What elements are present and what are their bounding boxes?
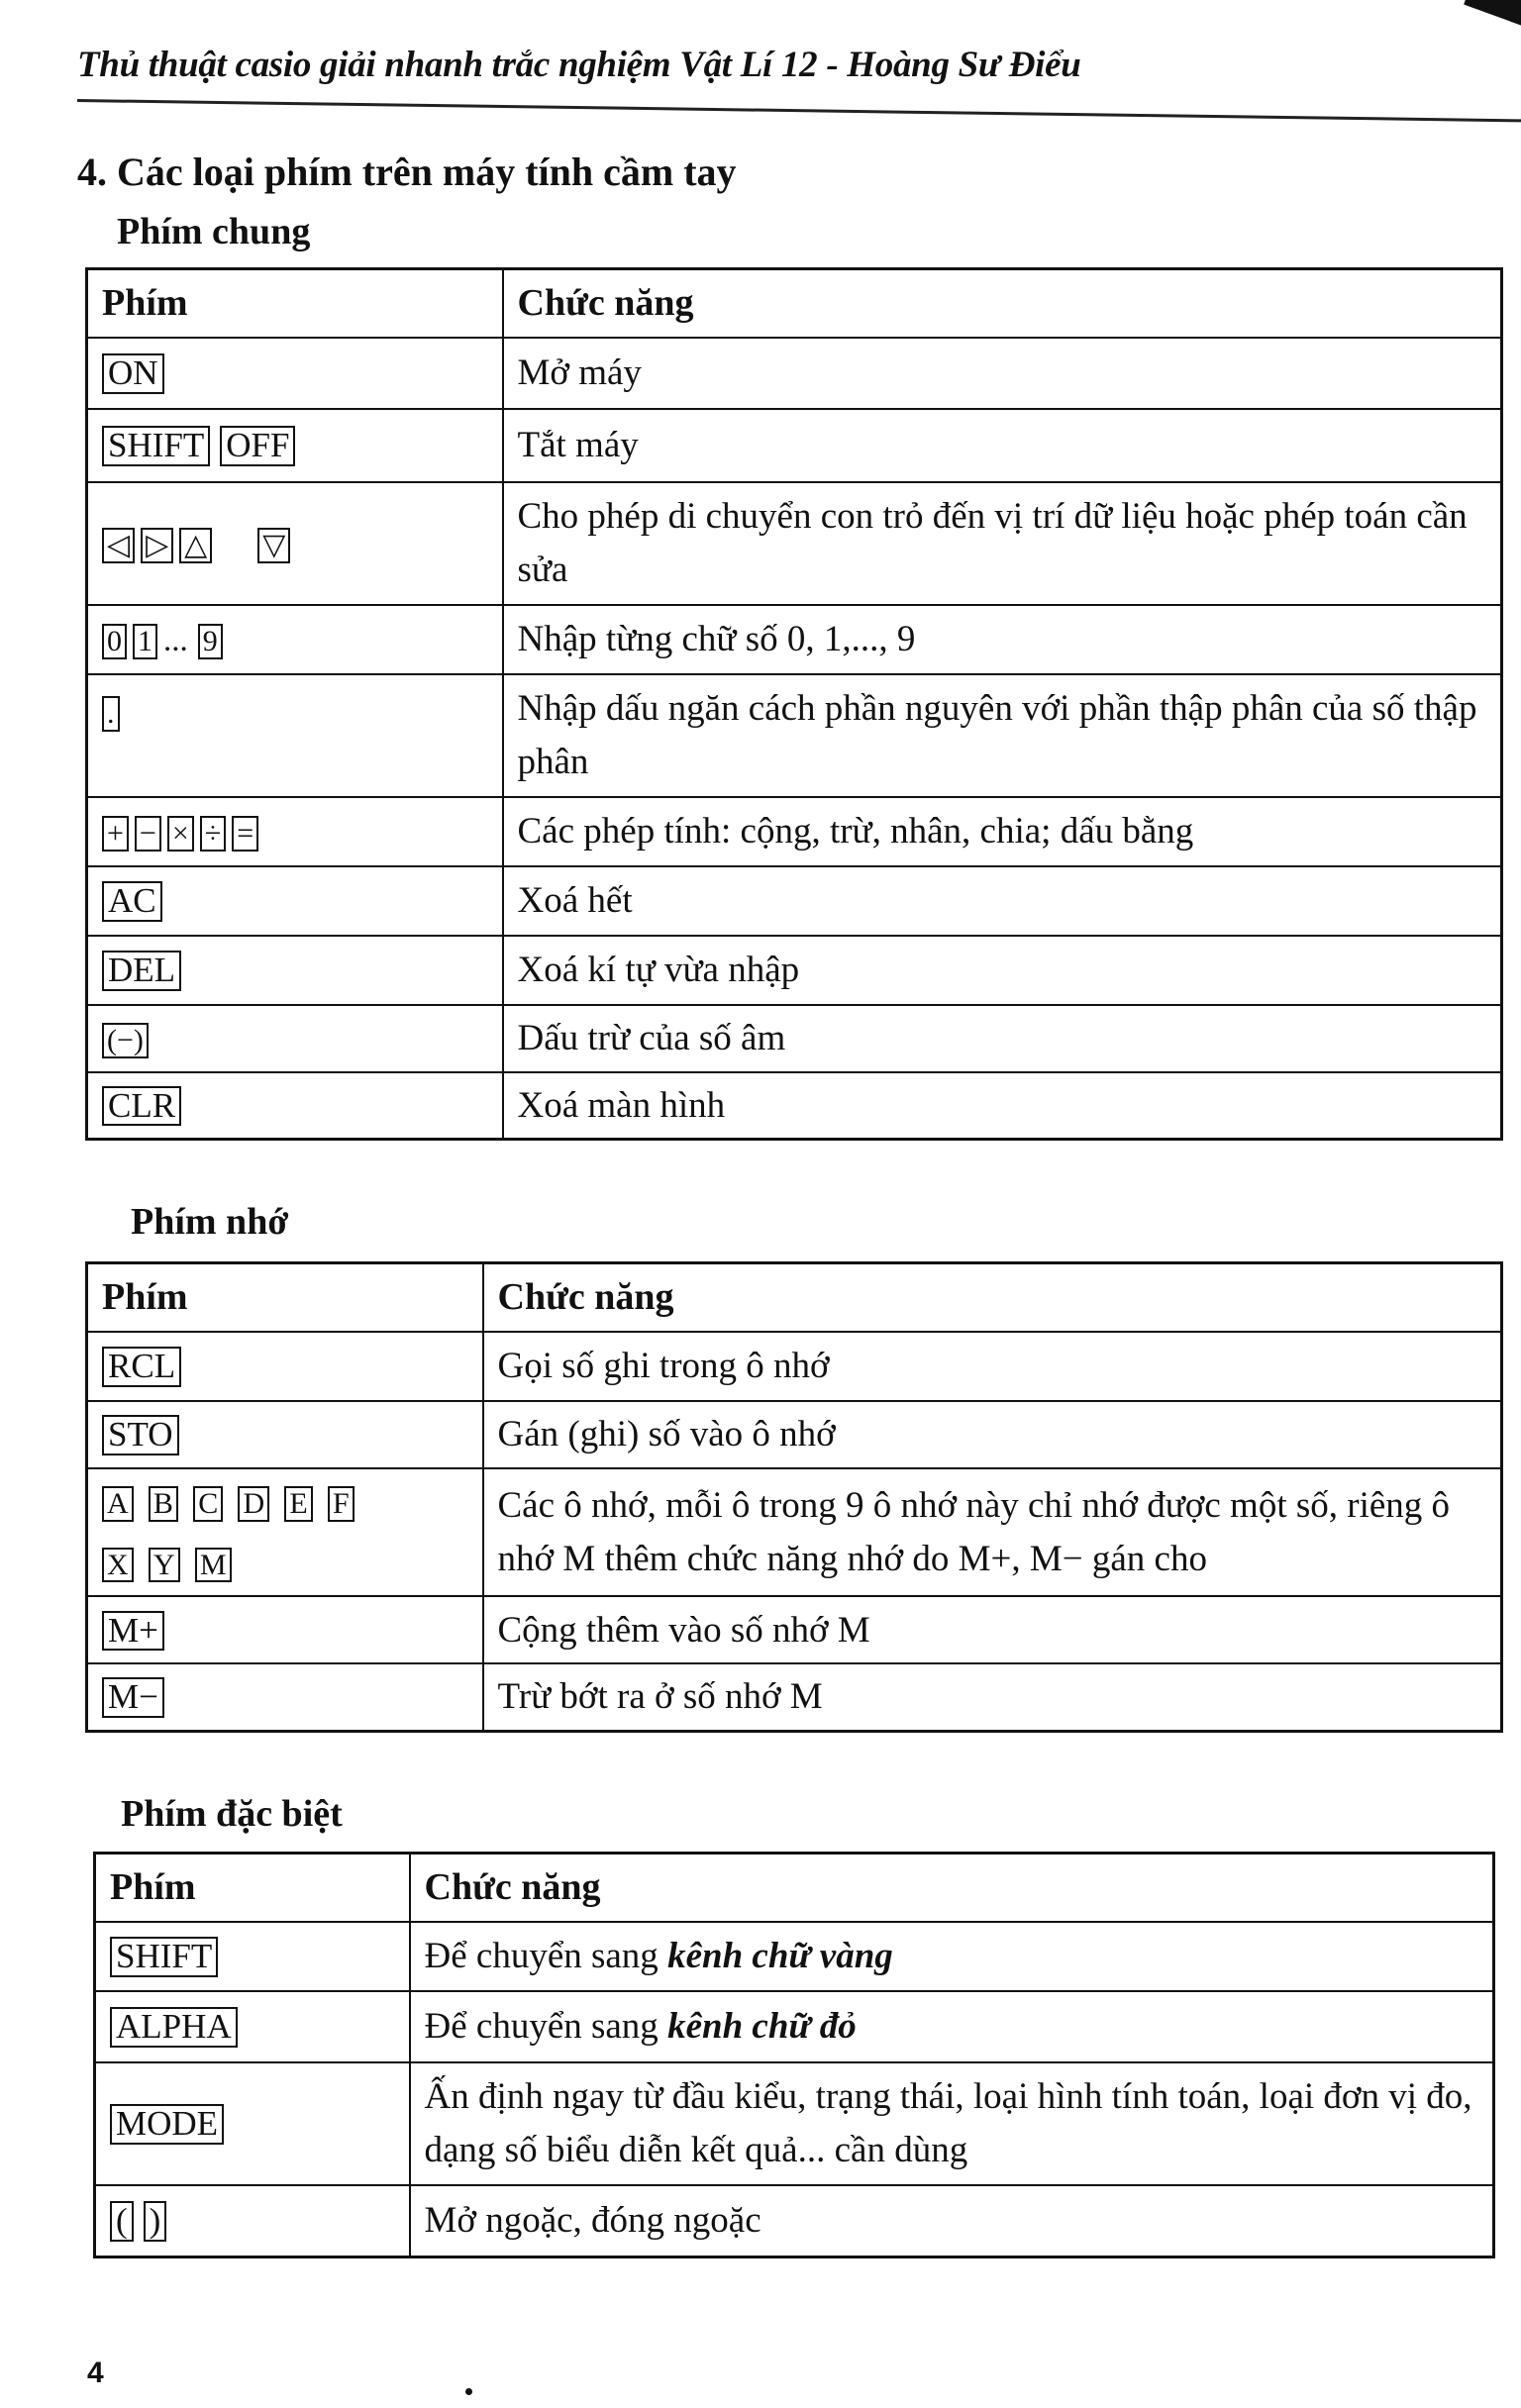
table-row xyxy=(87,1468,1502,1596)
function-cell: Xoá kí tự vừa nhập xyxy=(503,936,1502,1005)
key-1: 1 xyxy=(133,624,157,659)
key-cell xyxy=(87,409,503,482)
key-divide: ÷ xyxy=(200,816,226,852)
key-cell xyxy=(87,1401,483,1468)
column-header-key: Phím xyxy=(87,269,503,339)
key-cell xyxy=(87,605,503,674)
key-ac: AC xyxy=(102,881,162,922)
key-close-paren: ) xyxy=(144,2201,167,2242)
table-row xyxy=(87,1401,1502,1468)
function-cell xyxy=(410,1922,1494,1991)
key-off: OFF xyxy=(220,426,295,466)
function-cell: Trừ bớt ra ở số nhớ M xyxy=(483,1663,1502,1731)
key-minus: − xyxy=(135,816,161,852)
key-cell xyxy=(87,1663,483,1731)
key-a: A xyxy=(102,1486,134,1522)
key-c: C xyxy=(193,1486,223,1522)
key-equals: = xyxy=(232,816,258,852)
key-e: E xyxy=(284,1486,312,1522)
function-cell: Ấn định ngay từ đầu kiểu, trạng thái, loại hình tính toán, loại đơn vị đo, dạng số biểu diễn kết quả... cần dùng xyxy=(410,2062,1494,2185)
key-cell xyxy=(95,2185,410,2257)
arrow-right-icon: ▷ xyxy=(141,528,173,563)
table-row xyxy=(87,409,1502,482)
key-cell xyxy=(87,797,503,866)
key-cell xyxy=(87,1332,483,1401)
key-alpha: ALPHA xyxy=(110,2007,238,2048)
key-b: B xyxy=(149,1486,178,1522)
key-cell xyxy=(87,936,503,1005)
page-number: 4 xyxy=(87,2357,104,2389)
function-cell: Xoá màn hình xyxy=(503,1072,1502,1140)
table-row xyxy=(87,936,1502,1005)
key-del: DEL xyxy=(102,951,181,991)
table-row xyxy=(87,674,1502,797)
column-header-key: Phím xyxy=(95,1854,410,1923)
arrow-left-icon: ◁ xyxy=(102,528,135,563)
key-cell xyxy=(95,2062,410,2185)
print-dot xyxy=(465,2388,472,2395)
key-cell xyxy=(87,1072,503,1140)
key-cell xyxy=(87,1005,503,1072)
memory-keys-table xyxy=(85,1261,1503,1733)
key-shift: SHIFT xyxy=(110,1937,218,1977)
function-cell xyxy=(410,1991,1494,2062)
key-rcl: RCL xyxy=(102,1347,181,1387)
arrow-down-icon: ▽ xyxy=(257,528,290,563)
key-cell xyxy=(87,338,503,409)
function-cell: Nhập từng chữ số 0, 1,..., 9 xyxy=(503,605,1502,674)
table-row xyxy=(87,338,1502,409)
table-row xyxy=(87,482,1502,605)
table-row xyxy=(87,1596,1502,1663)
key-clr: CLR xyxy=(102,1086,181,1127)
function-emphasis: kênh chữ vàng xyxy=(667,1936,893,1977)
table-row xyxy=(87,1663,1502,1731)
table-row xyxy=(87,1005,1502,1072)
key-d: D xyxy=(238,1486,269,1522)
function-cell: Các phép tính: cộng, trừ, nhân, chia; dấu bằng xyxy=(503,797,1502,866)
key-cell xyxy=(87,1596,483,1663)
key-f: F xyxy=(328,1486,355,1522)
key-9: 9 xyxy=(198,624,223,659)
key-x: X xyxy=(102,1548,134,1583)
key-plus: + xyxy=(102,816,129,852)
function-cell: Cộng thêm vào số nhớ M xyxy=(483,1596,1502,1663)
running-header: Thủ thuật casio giải nhanh trắc nghiệm Vật Lí 12 - Hoàng Sư Điểu xyxy=(77,45,1081,85)
function-cell: Dấu trừ của số âm xyxy=(503,1005,1502,1072)
function-cell: Nhập dấu ngăn cách phần nguyên với phần thập phân của số thập phân xyxy=(503,674,1502,797)
key-m-minus: M− xyxy=(102,1677,164,1718)
key-on: ON xyxy=(102,353,164,394)
function-cell: Các ô nhớ, mỗi ô trong 9 ô nhớ này chỉ nhớ được một số, riêng ô nhớ M thêm chức năng nhớ do M+, M− gán cho xyxy=(483,1468,1502,1596)
key-open-paren: ( xyxy=(110,2201,134,2242)
key-cell xyxy=(87,1468,483,1596)
column-header-function: Chức năng xyxy=(503,269,1502,339)
arrow-up-icon: △ xyxy=(179,528,212,563)
table-row xyxy=(87,1072,1502,1140)
table-row xyxy=(95,1991,1494,2062)
key-sto: STO xyxy=(102,1415,179,1455)
table-row xyxy=(95,1922,1494,1991)
function-cell: Mở ngoặc, đóng ngoặc xyxy=(410,2185,1494,2257)
function-cell: Gán (ghi) số vào ô nhớ xyxy=(483,1401,1502,1468)
column-header-key: Phím xyxy=(87,1263,483,1333)
general-keys-table xyxy=(85,267,1503,1141)
memory-keys-title: Phím nhớ xyxy=(131,1201,289,1243)
corner-mark xyxy=(1464,0,1521,32)
table-row xyxy=(87,1332,1502,1401)
key-cell xyxy=(87,866,503,936)
header-rule xyxy=(77,99,1521,123)
table-row xyxy=(87,797,1502,866)
key-cell xyxy=(95,1991,410,2062)
key-0: 0 xyxy=(102,624,127,659)
special-keys-title: Phím đặc biệt xyxy=(121,1793,343,1835)
table-row xyxy=(95,2062,1494,2185)
function-cell: Mở máy xyxy=(503,338,1502,409)
function-cell: Cho phép di chuyển con trỏ đến vị trí dữ liệu hoặc phép toán cần sửa xyxy=(503,482,1502,605)
key-cell xyxy=(87,482,503,605)
general-keys-title: Phím chung xyxy=(117,211,311,252)
function-cell: Gọi số ghi trong ô nhớ xyxy=(483,1332,1502,1401)
key-y: Y xyxy=(149,1548,180,1583)
column-header-function: Chức năng xyxy=(410,1854,1494,1923)
key-multiply: × xyxy=(167,816,194,852)
key-cell xyxy=(87,674,503,797)
table-row xyxy=(87,605,1502,674)
key-m: M xyxy=(195,1548,232,1583)
table-row xyxy=(87,866,1502,936)
special-keys-table xyxy=(93,1852,1495,2258)
key-ellipsis: ... xyxy=(163,623,188,659)
section-title: 4. Các loại phím trên máy tính cầm tay xyxy=(77,150,737,194)
function-text: Để chuyển sang xyxy=(424,1936,668,1977)
column-header-function: Chức năng xyxy=(483,1263,1502,1333)
table-row xyxy=(95,2185,1494,2257)
key-m-plus: M+ xyxy=(102,1611,164,1652)
function-cell: Xoá hết xyxy=(503,866,1502,936)
key-decimal-point: . xyxy=(102,696,120,732)
key-negative: (−) xyxy=(102,1023,149,1058)
function-emphasis: kênh chữ đỏ xyxy=(667,2006,857,2048)
key-mode: MODE xyxy=(110,2104,224,2145)
function-text: Để chuyển sang xyxy=(424,2006,668,2048)
key-cell xyxy=(95,1922,410,1991)
function-cell: Tắt máy xyxy=(503,409,1502,482)
key-shift: SHIFT xyxy=(102,426,210,466)
